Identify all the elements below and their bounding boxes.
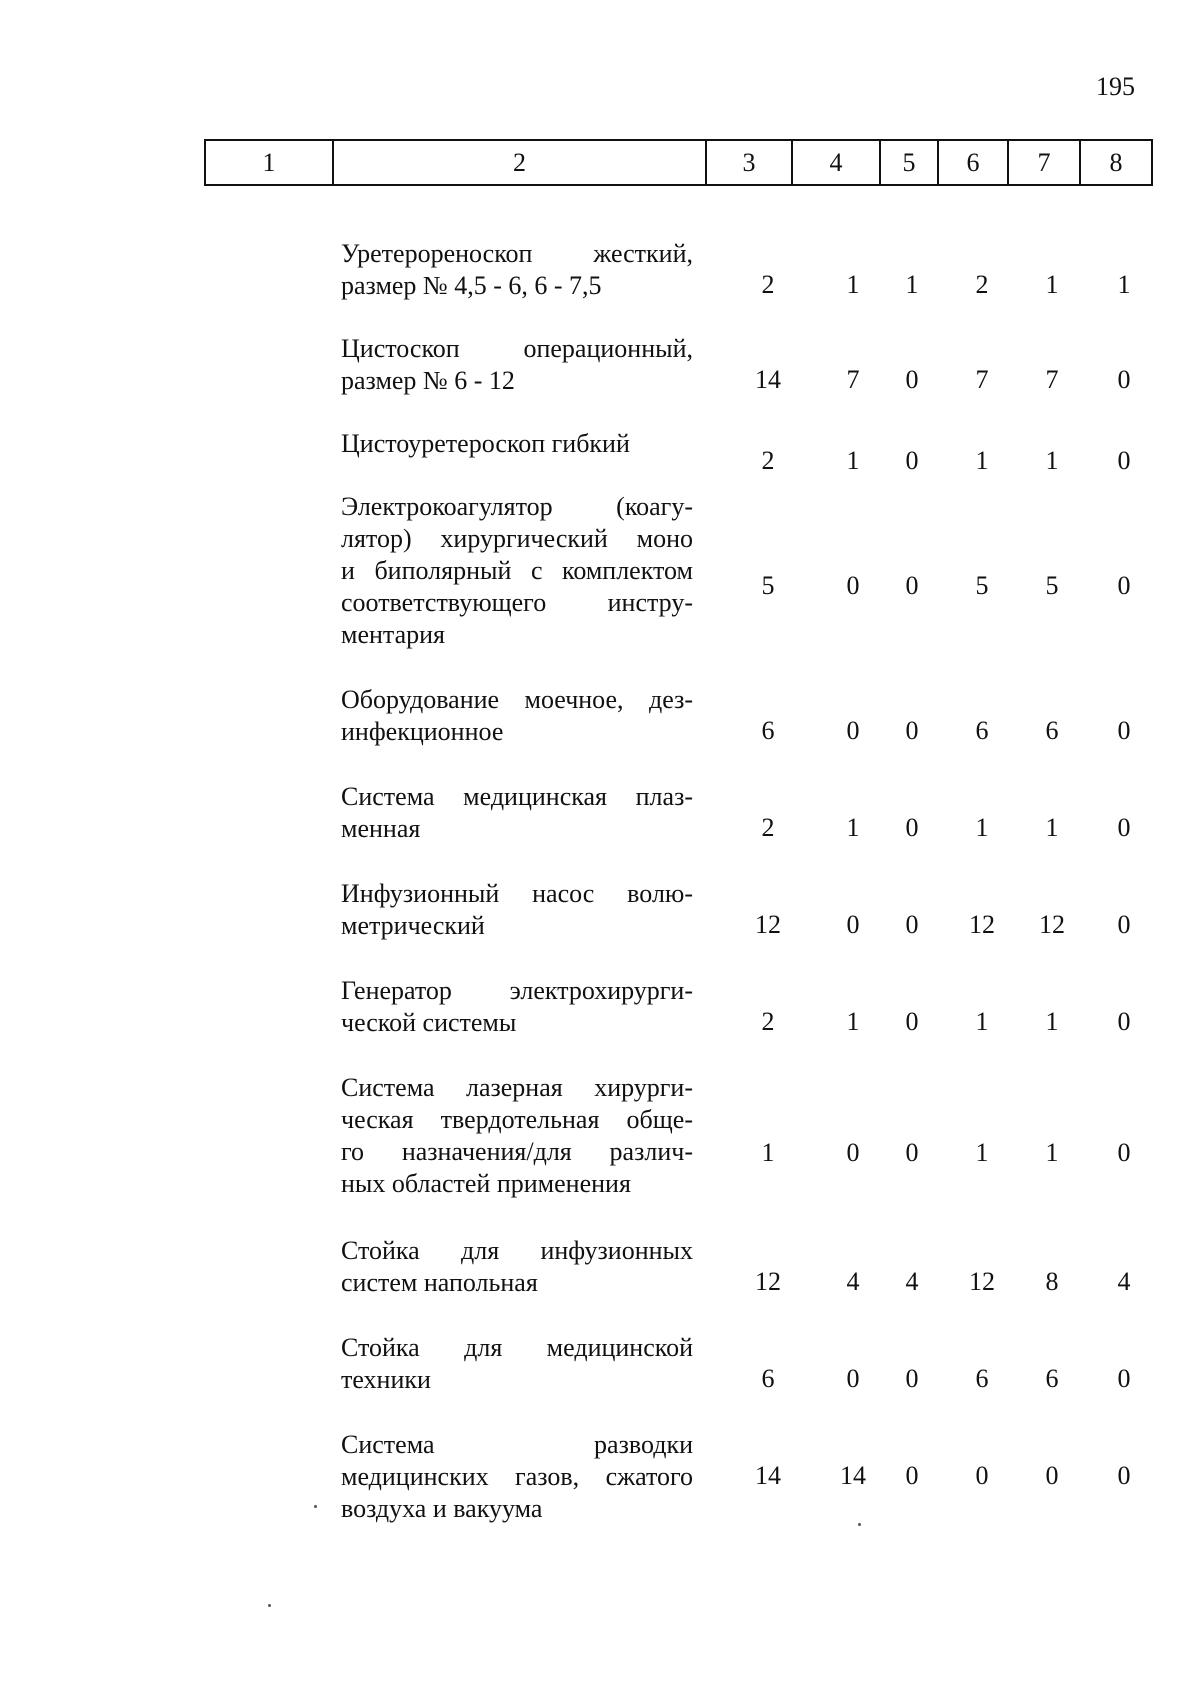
value-col-6: 0: [975, 1461, 989, 1490]
value-col-7: 1: [1045, 446, 1059, 475]
value-col-8: 0: [1117, 365, 1131, 394]
value-col-4: 7: [846, 365, 860, 394]
header-col-6: 6: [938, 140, 1008, 185]
value-col-7: 8: [1045, 1267, 1059, 1296]
value-col-3: 2: [761, 270, 775, 299]
value-col-8: 4: [1117, 1267, 1131, 1296]
value-col-8: 0: [1117, 716, 1131, 745]
value-col-6: 1: [975, 813, 989, 842]
header-col-4: 4: [792, 140, 880, 185]
value-col-4: 1: [846, 270, 860, 299]
value-col-7: 1: [1045, 1007, 1059, 1036]
value-col-7: 7: [1045, 365, 1059, 394]
equipment-name: Система разводки медицинских газов, сжатого воздуха и вакуума: [341, 1430, 693, 1523]
equipment-name: Инфузионный насос волю- метрический: [341, 879, 693, 940]
equipment-name: Система лазерная хирурги- ческая твердотельная обще- го назначения/для различ- ных областей применения: [341, 1073, 693, 1198]
column-header-table: [204, 139, 1153, 186]
value-col-5: 0: [905, 1007, 919, 1036]
value-col-6: 5: [975, 571, 989, 600]
value-col-3: 1: [761, 1138, 775, 1167]
value-col-4: 0: [846, 1138, 860, 1167]
scan-speck: [858, 1523, 861, 1526]
value-col-4: 4: [846, 1267, 860, 1296]
value-col-5: 0: [905, 446, 919, 475]
value-col-3: 6: [761, 716, 775, 745]
value-col-7: 0: [1045, 1461, 1059, 1490]
value-col-6: 2: [975, 270, 989, 299]
value-col-5: 0: [905, 1138, 919, 1167]
value-col-4: 1: [846, 813, 860, 842]
equipment-name: Стойка для медицинской техники: [341, 1333, 693, 1394]
value-col-6: 12: [969, 910, 995, 939]
value-col-5: 0: [905, 716, 919, 745]
value-col-6: 1: [975, 446, 989, 475]
value-col-6: 6: [975, 1364, 989, 1393]
equipment-name: Уретерореноскоп жесткий, размер № 4,5 - 6, 6 - 7,5: [341, 239, 693, 300]
value-col-8: 0: [1117, 1007, 1131, 1036]
equipment-name: Генератор электрохирурги- ческой системы: [341, 976, 693, 1037]
value-col-5: 0: [905, 571, 919, 600]
value-col-5: 0: [905, 813, 919, 842]
value-col-6: 6: [975, 716, 989, 745]
value-col-8: 0: [1117, 571, 1131, 600]
equipment-name: Стойка для инфузионных систем напольная: [341, 1236, 693, 1297]
value-col-5: 4: [905, 1267, 919, 1296]
header-col-5: 5: [880, 140, 938, 185]
value-col-7: 6: [1045, 716, 1059, 745]
header-col-3: 3: [706, 140, 792, 185]
value-col-3: 2: [761, 813, 775, 842]
value-col-4: 14: [840, 1461, 866, 1490]
value-col-8: 0: [1117, 1138, 1131, 1167]
header-col-8: 8: [1080, 140, 1152, 185]
equipment-name: Система медицинская плаз- менная: [341, 782, 693, 843]
value-col-3: 12: [755, 1267, 781, 1296]
value-col-4: 1: [846, 1007, 860, 1036]
value-col-3: 12: [755, 910, 781, 939]
equipment-name: Цистоуретероскоп гибкий: [341, 429, 630, 458]
value-col-6: 1: [975, 1007, 989, 1036]
page-number: 195: [1096, 72, 1135, 101]
value-col-7: 5: [1045, 571, 1059, 600]
value-col-8: 0: [1117, 446, 1131, 475]
value-col-3: 5: [761, 571, 775, 600]
value-col-7: 12: [1039, 910, 1065, 939]
value-col-4: 0: [846, 1364, 860, 1393]
equipment-name: Оборудование моечное, дез- инфекционное: [341, 685, 693, 746]
value-col-3: 14: [755, 1461, 781, 1490]
value-col-4: 0: [846, 571, 860, 600]
value-col-8: 0: [1117, 910, 1131, 939]
scan-speck: [268, 1604, 271, 1607]
value-col-7: 1: [1045, 813, 1059, 842]
value-col-4: 0: [846, 910, 860, 939]
value-col-8: 0: [1117, 1461, 1131, 1490]
equipment-name: Цистоскоп операционный, размер № 6 - 12: [341, 334, 693, 395]
value-col-7: 1: [1045, 270, 1059, 299]
value-col-7: 6: [1045, 1364, 1059, 1393]
value-col-8: 0: [1117, 813, 1131, 842]
value-col-3: 2: [761, 1007, 775, 1036]
value-col-6: 1: [975, 1138, 989, 1167]
header-col-7: 7: [1008, 140, 1080, 185]
value-col-3: 6: [761, 1364, 775, 1393]
value-col-5: 1: [905, 270, 919, 299]
header-col-2: 2: [333, 140, 706, 185]
value-col-6: 7: [975, 365, 989, 394]
value-col-5: 0: [905, 1364, 919, 1393]
value-col-6: 12: [969, 1267, 995, 1296]
scan-speck: [314, 1505, 317, 1508]
value-col-4: 1: [846, 446, 860, 475]
equipment-name: Электрокоагулятор (коагу- лятор) хирургический моно и биполярный с комплектом соответствующего инстру- ментария: [341, 492, 693, 649]
value-col-3: 2: [761, 446, 775, 475]
header-col-1: 1: [205, 140, 333, 185]
value-col-4: 0: [846, 716, 860, 745]
value-col-5: 0: [905, 365, 919, 394]
value-col-7: 1: [1045, 1138, 1059, 1167]
value-col-5: 0: [905, 910, 919, 939]
value-col-3: 14: [755, 365, 781, 394]
value-col-5: 0: [905, 1461, 919, 1490]
value-col-8: 1: [1117, 270, 1131, 299]
value-col-8: 0: [1117, 1364, 1131, 1393]
